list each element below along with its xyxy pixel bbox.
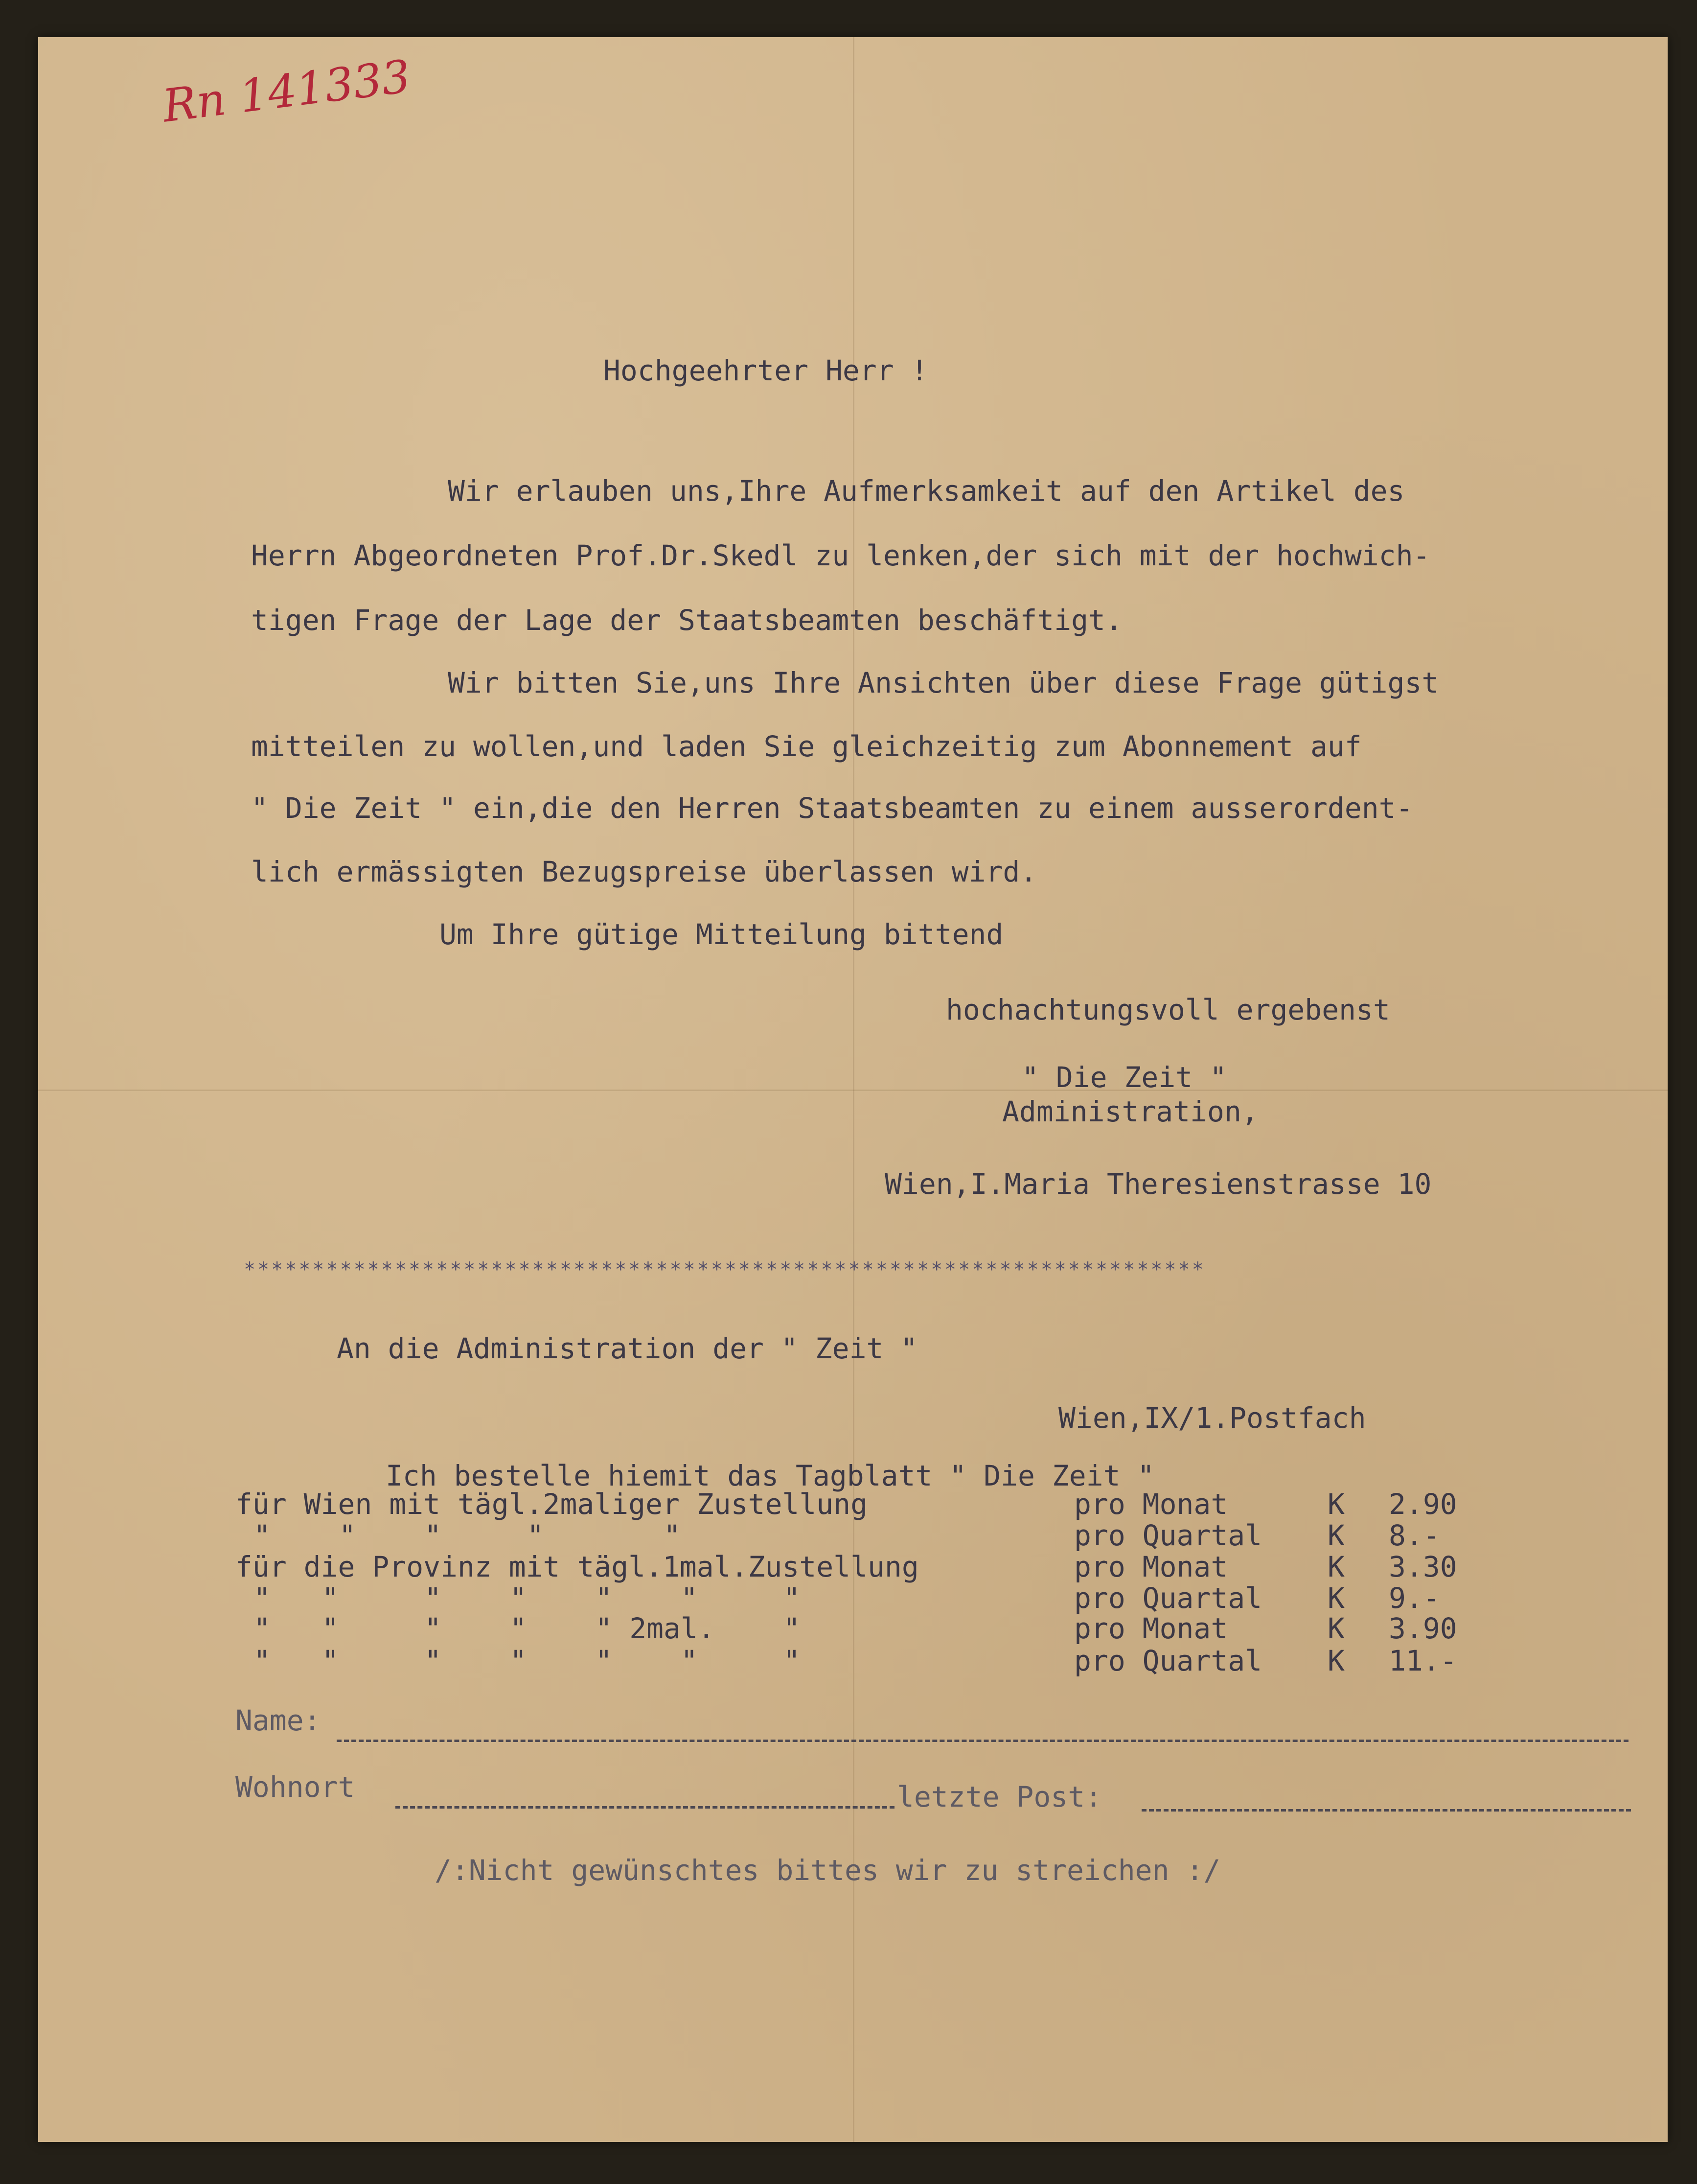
residence-label: Wohnort xyxy=(235,1770,355,1804)
price-currency-2: K xyxy=(1328,1519,1345,1552)
letter-line-2: Herrn Abgeordneten Prof.Dr.Skedl zu lenken,der sich mit der hochwich- xyxy=(251,539,1430,572)
last-post-label: letzte Post: xyxy=(897,1780,1102,1813)
letter-line-6: " Die Zeit " ein,die den Herren Staatsbeamten zu einem ausserordent- xyxy=(251,791,1413,825)
signature-line-1: " Die Zeit " xyxy=(1022,1061,1227,1094)
price-amount-1: 2.90 xyxy=(1389,1487,1457,1521)
order-row-label-2: " " " " " xyxy=(253,1519,681,1552)
price-amount-3: 3.30 xyxy=(1389,1550,1457,1583)
order-row-label-4: " " " " " " " xyxy=(253,1581,801,1615)
archive-number: Rn 141333 xyxy=(160,50,413,133)
signature-line-2: Administration, xyxy=(1002,1095,1259,1128)
price-currency-1: K xyxy=(1328,1487,1345,1521)
price-currency-6: K xyxy=(1328,1644,1345,1677)
price-period-3: pro Monat xyxy=(1074,1550,1228,1583)
order-row-label-6: " " " " " " " xyxy=(253,1644,801,1677)
name-blank-line xyxy=(337,1740,1628,1742)
sender-address: Wien,I.Maria Theresienstrasse 10 xyxy=(885,1167,1432,1201)
last-post-blank-line xyxy=(1142,1809,1631,1812)
name-label: Name: xyxy=(235,1704,321,1737)
price-period-2: pro Quartal xyxy=(1074,1519,1262,1552)
order-row-label-5: " " " " " 2mal. " xyxy=(253,1612,801,1645)
price-amount-5: 3.90 xyxy=(1389,1612,1457,1645)
separator-line: ********************************************************************** xyxy=(244,1258,1206,1281)
price-currency-4: K xyxy=(1328,1581,1345,1615)
letter-line-1: Wir erlauben uns,Ihre Aufmerksamkeit auf den Artikel des xyxy=(448,474,1405,508)
form-recipient-address: Wien,IX/1.Postfach xyxy=(1058,1401,1366,1435)
letter-line-4: Wir bitten Sie,uns Ihre Ansichten über diese Frage gütigst xyxy=(448,666,1439,699)
letter-line-5: mitteilen zu wollen,und laden Sie gleichzeitig zum Abonnement auf xyxy=(251,730,1362,763)
price-period-6: pro Quartal xyxy=(1074,1644,1262,1677)
price-amount-4: 9.- xyxy=(1389,1581,1440,1615)
order-row-label-3: für die Provinz mit tägl.1mal.Zustellung xyxy=(235,1550,919,1583)
closing: hochachtungsvoll ergebenst xyxy=(946,993,1390,1026)
price-currency-3: K xyxy=(1328,1550,1345,1583)
letter-line-7: lich ermässigten Bezugspreise überlassen wird. xyxy=(251,855,1037,888)
price-currency-5: K xyxy=(1328,1612,1345,1645)
salutation: Hochgeehrter Herr ! xyxy=(603,354,928,387)
order-row-label-1: für Wien mit tägl.2maliger Zustellung xyxy=(235,1487,868,1521)
price-period-5: pro Monat xyxy=(1074,1612,1228,1645)
residence-blank-line xyxy=(395,1806,894,1809)
horizontal-fold-crease xyxy=(38,1090,1668,1091)
letter-line-3: tigen Frage der Lage der Staatsbeamten beschäftigt. xyxy=(251,604,1123,637)
form-intro: Ich bestelle hiemit das Tagblatt " Die Zeit " xyxy=(386,1459,1155,1492)
letter-sheet xyxy=(38,37,1668,2142)
footnote: /:Nicht gewünschtes bittes wir zu streichen :/ xyxy=(435,1854,1221,1887)
letter-line-8: Um Ihre gütige Mitteilung bittend xyxy=(439,918,1004,951)
price-period-1: pro Monat xyxy=(1074,1487,1228,1521)
price-period-4: pro Quartal xyxy=(1074,1581,1262,1615)
price-amount-6: 11.- xyxy=(1389,1644,1457,1677)
price-amount-2: 8.- xyxy=(1389,1519,1440,1552)
form-recipient: An die Administration der " Zeit " xyxy=(337,1332,918,1365)
